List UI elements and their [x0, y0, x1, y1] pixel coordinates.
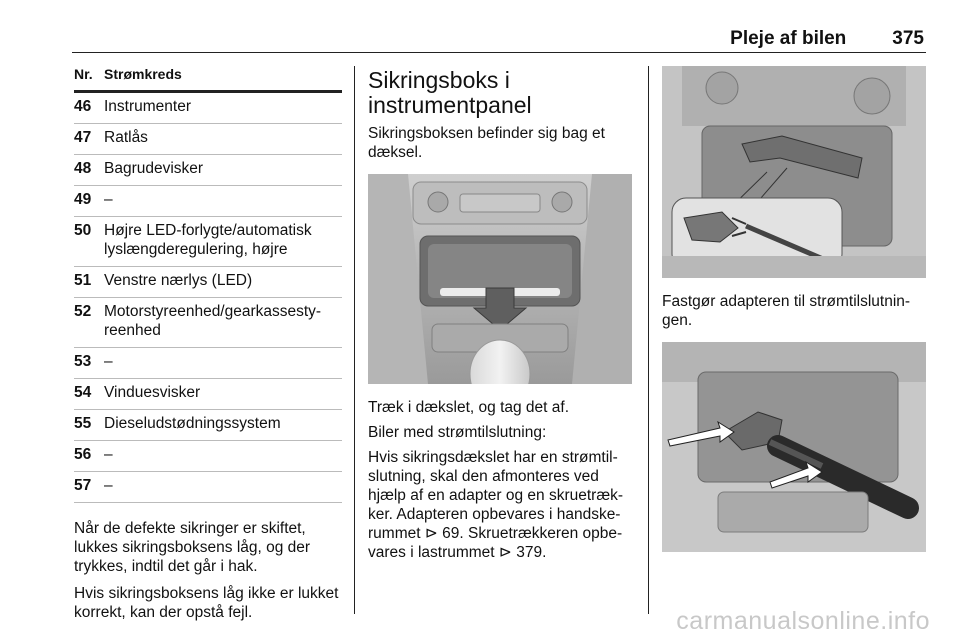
circuit-name: Venstre nærlys (LED)	[104, 272, 253, 289]
table-row	[74, 472, 342, 503]
power-outlet-heading: Biler med strømtilslutning:	[368, 424, 547, 441]
fuse-number: 50	[74, 222, 92, 239]
paragraph-warning: Hvis sikringsboksens låg ikke er lukket korrekt, kan der opstå fejl.	[74, 585, 339, 621]
fuse-number: 54	[74, 384, 92, 401]
fuse-number: 48	[74, 160, 92, 177]
instrument-panel-column	[368, 68, 632, 562]
fuse-number: 46	[74, 98, 92, 115]
fuse-number: 56	[74, 446, 92, 463]
page-header	[730, 28, 924, 50]
paragraph-close-lid: Når de defekte sikringer er skiftet, lukkes sikringsboksens låg, og der trykkes, indtil det går i hak.	[74, 520, 311, 575]
circuit-name: –	[104, 353, 113, 370]
circuit-name: Dieseludstødningssystem	[104, 415, 281, 432]
table-row	[74, 379, 342, 410]
page-number: 375	[892, 28, 924, 49]
circuit-name: Bagrudevisker	[104, 160, 204, 177]
watermark: carmanualsonline.info	[676, 607, 930, 635]
power-outlet-instruction: Hvis sikringsdækslet har en strømtil-slutning, skal den afmonteres ved hjælp af en adapter og en skruetræk-ker. Adapteren opbevares i handske-rummet ⊳ 69. Skruetrækkeren opbe-vares i lastrummet ⊳ 379.	[368, 449, 624, 561]
adapter-caption: Fastgør adapteren til strømtilslutnin-gen.	[662, 293, 911, 329]
fuse-number: 53	[74, 353, 92, 370]
fuse-number: 49	[74, 191, 92, 208]
circuit-name: Ratlås	[104, 129, 148, 146]
fuse-number: 47	[74, 129, 92, 146]
fuse-number: 52	[74, 303, 92, 320]
table-row	[74, 298, 342, 348]
table-row	[74, 441, 342, 472]
table-row	[74, 267, 342, 298]
table-header	[74, 66, 342, 93]
table-row	[74, 93, 342, 124]
column-header-circuit: Strømkreds	[104, 66, 182, 82]
column-divider	[354, 66, 355, 614]
table-row	[74, 186, 342, 217]
circuit-name: Motorstyreenhed/gearkassesty-reenhed	[104, 303, 322, 339]
intro-paragraph: Sikringsboksen befinder sig bag et dæksel.	[368, 125, 605, 161]
fuse-number: 51	[74, 272, 92, 289]
table-row	[74, 155, 342, 186]
pull-cover-instruction: Træk i dækslet, og tag det af.	[368, 399, 570, 416]
circuit-name: Instrumenter	[104, 98, 192, 115]
fuse-number: 57	[74, 477, 92, 494]
table-row	[74, 410, 342, 441]
adapter-illustration	[662, 66, 926, 278]
column-header-nr: Nr.	[74, 66, 93, 82]
table-row	[74, 217, 342, 267]
section-title: Pleje af bilen	[730, 28, 847, 49]
circuit-name: Vinduesvisker	[104, 384, 201, 401]
fuse-number: 55	[74, 415, 92, 432]
circuit-name: –	[104, 477, 113, 494]
column-divider	[648, 66, 649, 614]
screwdriver-illustration	[662, 342, 926, 552]
circuit-name: –	[104, 191, 113, 208]
fuse-table-column	[74, 66, 342, 622]
cover-removal-illustration	[368, 174, 632, 384]
table-body	[74, 93, 342, 503]
section-heading: Sikringsboks i instrumentpanel	[368, 67, 532, 118]
table-row	[74, 348, 342, 379]
table-row	[74, 124, 342, 155]
header-divider	[72, 52, 926, 53]
adapter-column	[662, 66, 926, 552]
circuit-name: –	[104, 446, 113, 463]
circuit-name: Højre LED-forlygte/automatisk lyslængderegulering, højre	[104, 222, 312, 258]
